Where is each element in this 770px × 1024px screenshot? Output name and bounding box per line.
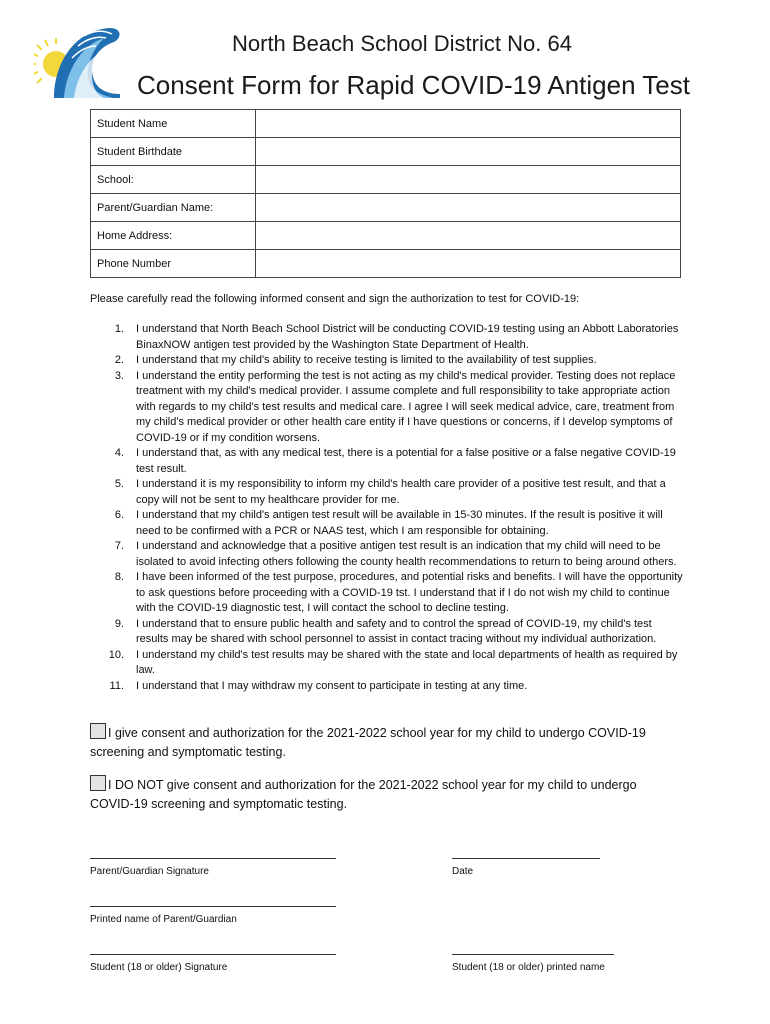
list-item [90,679,685,695]
list-item [90,369,685,447]
item-text: I understand the entity performing the test is not acting as my child's medical provider. Testing does not replace treatment with my child's medical provider. I assume complete and full responsibility to take appropriate action with regards to my child's test results and medical care. I agree I will seek medical advice, care, treatment from my child's medical provider or other health care entity if I have questions or concerns, if I develop symptoms of COVID-19 or if my condition worsens. [136,369,676,444]
parent-signature-block [90,858,336,877]
printed-name-line[interactable] [90,906,336,907]
item-number: 1. [114,323,124,335]
table-row [91,194,681,222]
item-text: I understand it is my responsibility to inform my child's health care provider of a positive test result, and that a copy will not be sent to my healthcare provider for me. [136,478,666,506]
table-row [91,250,681,278]
item-number: 10. [108,648,124,661]
district-logo [34,24,122,100]
item-number: 7. [114,540,124,552]
district-name: North Beach School District No. 64 [232,31,572,56]
item-text: I have been informed of the test purpose, procedures, and potential risks and benefits. I will have the opportunity to ask questions before proceeding with a COVID-19 tst. I understand that if I do not wish my child to continue with the COVID-19 diagnostic test, I will contact the school to decline testing. [136,571,683,614]
item-number: 6. [114,509,124,521]
student-signature-label: Student (18 or older) Signature [90,962,228,973]
consent-deny-text: I DO NOT give consent and authorization for the 2021-2022 school year for my child to undergo COVID-19 screening and symptomatic testing. [90,778,637,811]
item-number: 8. [114,571,124,583]
table-row [91,222,681,250]
list-item [90,477,685,508]
student-birthdate-field[interactable] [256,138,681,166]
date-label: Date [452,866,474,877]
consent-intro: Please carefully read the following informed consent and sign the authorization to test for COVID-19: [90,293,580,305]
list-item [90,353,685,369]
parent-signature-label: Parent/Guardian Signature [90,866,209,877]
form-title: Consent Form for Rapid COVID-19 Antigen Test [137,70,690,100]
consent-items-list [90,322,685,694]
table-row [91,166,681,194]
item-text: I understand that my child's ability to receive testing is limited to the availability of test supplies. [136,354,597,366]
list-item [90,508,685,539]
field-label: School: [91,166,256,194]
student-signature-block [90,954,336,973]
item-text: I understand that to ensure public health and safety and to control the spread of COVID-19, my child's test results may be shared with school personnel to assist in contact tracing without my individual authorization. [136,617,657,645]
school-field[interactable] [256,166,681,194]
guardian-name-field[interactable] [256,194,681,222]
field-label: Student Name [91,110,256,138]
wave-icon [54,28,120,98]
field-label: Home Address: [91,222,256,250]
student-name-field[interactable] [256,110,681,138]
parent-signature-line[interactable] [90,858,336,859]
item-text: I understand and acknowledge that a positive antigen test result is an indication that my child will need to be isolated to avoid infecting others following the county health recommendations to return to being around others. [136,540,677,568]
consent-give-option [90,723,680,762]
item-text: I understand my child's test results may be shared with the state and local departments of health as required by law. [136,648,678,676]
list-item [90,322,685,353]
date-block [452,858,600,877]
student-printed-block [452,954,614,973]
home-address-field[interactable] [256,222,681,250]
student-printed-line[interactable] [452,954,614,955]
list-item [90,446,685,477]
table-row [91,138,681,166]
item-text: I understand that my child's antigen test result will be available in 15-30 minutes. If the result is positive it will need to be confirmed with a PCR or NAAS test, which I am responsible for obtaining. [136,509,663,537]
consent-deny-option [90,775,680,814]
item-number: 11. [109,679,124,692]
phone-number-field[interactable] [256,250,681,278]
student-signature-line[interactable] [90,954,336,955]
printed-name-label: Printed name of Parent/Guardian [90,914,237,925]
table-row [91,110,681,138]
list-item [90,648,685,679]
item-text: I understand that North Beach School District will be conducting COVID-19 testing using an Abbott Laboratories BinaxNOW antigen test provided by the Washington State Department of Health. [136,323,679,351]
item-text: I understand that I may withdraw my consent to participate in testing at any time. [136,679,528,692]
list-item [90,570,685,617]
item-number: 2. [114,354,124,366]
field-label: Student Birthdate [91,138,256,166]
date-line[interactable] [452,858,600,859]
student-info-table [90,109,681,278]
student-printed-label: Student (18 or older) printed name [452,962,605,973]
list-item [90,539,685,570]
item-number: 3. [114,369,124,382]
item-number: 4. [114,447,124,459]
printed-name-block [90,906,336,925]
consent-deny-checkbox[interactable] [90,775,106,791]
consent-give-text: I give consent and authorization for the 2021-2022 school year for my child to undergo COVID-19 screening and symptomatic testing. [90,726,646,759]
list-item [90,617,685,648]
item-number: 9. [114,617,124,630]
item-text: I understand that, as with any medical test, there is a potential for a false positive or a false negative COVID-19 test result. [136,447,676,475]
item-number: 5. [114,478,124,490]
field-label: Phone Number [91,250,256,278]
field-label: Parent/Guardian Name: [91,194,256,222]
consent-give-checkbox[interactable] [90,723,106,739]
